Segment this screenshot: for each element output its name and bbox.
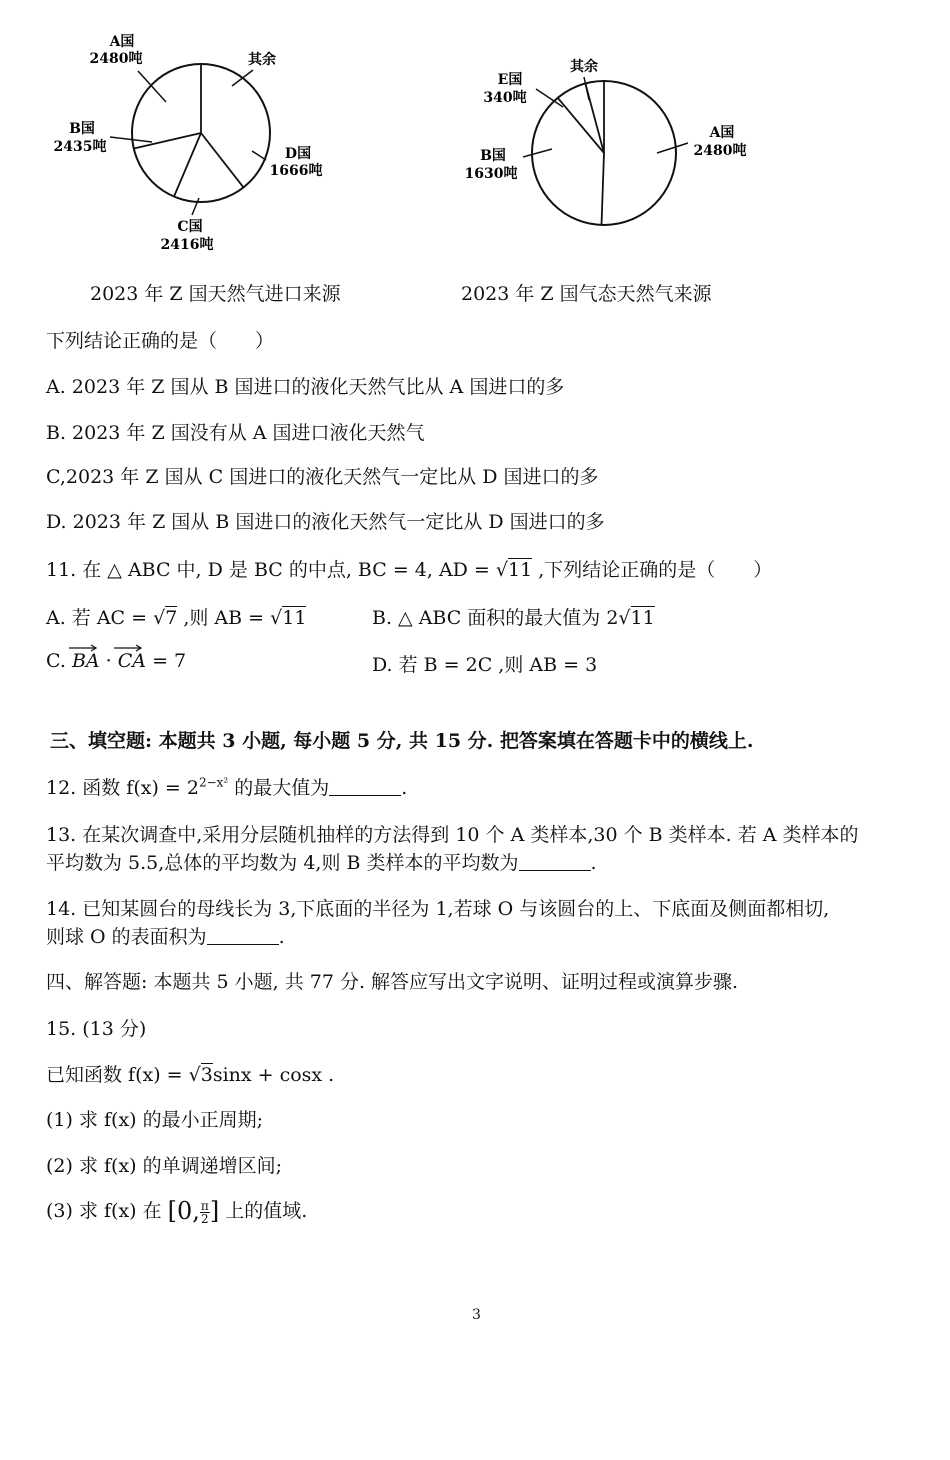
q11-b-pre: B. △ ABC 面积的最大值为 2√: [372, 607, 631, 629]
vector-arrows: [66, 644, 146, 654]
pie2-label-b-name: B国: [480, 148, 506, 164]
q11-option-a: [46, 603, 306, 630]
q11-stem-pre: 11. 在 △ ABC 中, D 是 BC 的中点, BC = 4, AD = √: [46, 559, 509, 581]
q15-p3-numerator: π: [200, 1198, 209, 1213]
q12-post: 的最大值为: [228, 777, 330, 799]
q13-answer-blank[interactable]: [519, 869, 591, 871]
pie2-label-b-value: 1630吨: [464, 166, 518, 182]
q15-stem: [46, 1060, 334, 1087]
pie2-slice-boundary-4: [602, 153, 605, 225]
pie2-label-e-value: 340吨: [483, 90, 527, 106]
q11-a-mid: ,则 AB = √: [177, 607, 283, 629]
q12-period: .: [401, 777, 408, 799]
pie1-label-rest: 其余: [248, 52, 276, 68]
pie1-caption: 2023 年 Z 国天然气进口来源: [90, 283, 341, 305]
pie1-leader-b: [110, 137, 152, 142]
pie1-leader-d: [252, 151, 266, 160]
q15-title: 15. (13 分): [46, 1018, 147, 1040]
q11-a-radicand2: 11: [282, 607, 307, 629]
q15-p3-pre: (3) 求 f(x) 在: [46, 1200, 168, 1222]
q10-prompt: 下列结论正确的是（ ）: [46, 330, 275, 352]
q15-p3-denominator: 2: [201, 1211, 209, 1226]
q14-line2: [46, 922, 285, 949]
q11-stem-radicand: 11: [508, 559, 533, 581]
pie1-label-a-value: 2480吨: [89, 51, 143, 67]
q11-option-d: D. 若 B = 2C ,则 AB = 3: [372, 654, 598, 676]
pie1-label-c-name: C国: [177, 219, 203, 235]
pie2-label-a-value: 2480吨: [693, 143, 747, 159]
q11-a-pre: A. 若 AC = √: [46, 607, 166, 629]
q11-c-dot: ·: [99, 650, 118, 672]
pie2-label-e-name: E国: [497, 72, 523, 88]
q14-line2-text: 则球 O 的表面积为: [46, 926, 207, 948]
q14-answer-blank[interactable]: [207, 943, 279, 945]
q13-line2: [46, 848, 597, 875]
pie2-leader-rest: [584, 77, 589, 100]
q11-a-radicand1: 7: [165, 607, 178, 629]
q10-option-a: A. 2023 年 Z 国从 B 国进口的液化天然气比从 A 国进口的多: [46, 376, 565, 398]
pie-chart-import-sources: [40, 30, 360, 265]
section-3-heading: 三、填空题: 本题共 3 小题, 每小题 5 分, 共 15 分. 把答案填在答题卡中的横线上.: [50, 730, 754, 752]
q15-stem-post: sinx + cosx .: [212, 1064, 335, 1086]
q10-option-d: D. 2023 年 Z 国从 B 国进口的液化天然气一定比从 D 国进口的多: [46, 511, 605, 533]
section-4-heading: 四、解答题: 本题共 5 小题, 共 77 分. 解答应写出文字说明、证明过程或演算步骤.: [46, 971, 739, 993]
pie1-label-d-name: D国: [284, 146, 312, 162]
q15-part2: (2) 求 f(x) 的单调递增区间;: [46, 1155, 283, 1177]
q15-p3-fraction: [200, 1200, 210, 1225]
q12-pre: 12. 函数 f(x) = 2: [46, 777, 199, 799]
q14-line1: 14. 已知某圆台的母线长为 3,下底面的半径为 1,若球 O 与该圆台的上、下底面及侧面都相切,: [46, 898, 830, 920]
pie-chart-gaseous-sources: [460, 45, 780, 245]
pie1-slice-boundary-4: [201, 133, 244, 187]
q15-part1: (1) 求 f(x) 的最小正周期;: [46, 1109, 264, 1131]
q15-p3-post: 上的值域.: [219, 1200, 308, 1222]
q10-option-b: B. 2023 年 Z 国没有从 A 国进口液化天然气: [46, 422, 425, 444]
q11-c-vector-ca: CA: [117, 650, 147, 672]
q11-stem-post: ,下列结论正确的是（ ）: [532, 559, 773, 581]
q15-stem-radicand: 3: [200, 1064, 213, 1086]
pie1-label-a-name: A国: [109, 34, 135, 50]
q13-line2-text: 平均数为 5.5,总体的平均数为 4,则 B 类样本的平均数为: [46, 852, 519, 874]
q11-b-radicand: 11: [630, 607, 655, 629]
q11-option-b: [372, 603, 655, 630]
pie1-label-b-value: 2435吨: [53, 139, 107, 155]
q11-c-post: = 7: [146, 650, 187, 672]
q12-answer-blank[interactable]: [329, 794, 401, 796]
pie2-label-rest: 其余: [570, 59, 598, 75]
q15-p3-interval-left: [0,: [167, 1197, 200, 1225]
q15-part3: [46, 1196, 307, 1225]
q12-exponent: 2−x²: [198, 775, 229, 790]
q11-c-label: C.: [46, 650, 72, 672]
pie2-label-a-name: A国: [709, 125, 735, 141]
q15-p3-interval-right: ]: [209, 1197, 220, 1225]
page-number: 3: [472, 1307, 481, 1323]
q13-line1: 13. 在某次调查中,采用分层随机抽样的方法得到 10 个 A 类样本,30 个 B 类样本. 若 A 类样本的: [46, 824, 859, 846]
q10-option-c: C,2023 年 Z 国从 C 国进口的液化天然气一定比从 D 国进口的多: [46, 466, 599, 488]
q12: [46, 773, 407, 800]
q11-c-vector-ba: BA: [71, 650, 100, 672]
pie1-slice-boundary-3: [174, 133, 201, 197]
pie1-label-b-name: B国: [69, 121, 95, 137]
pie2-leader-a: [657, 143, 688, 153]
pie1-label-c-value: 2416吨: [160, 237, 214, 253]
pie2-caption: 2023 年 Z 国气态天然气来源: [461, 283, 712, 305]
pie1-label-d-value: 1666吨: [269, 163, 323, 179]
q15-stem-pre: 已知函数 f(x) = √: [46, 1064, 201, 1086]
q14-period: .: [278, 926, 285, 948]
q11-stem: [46, 555, 772, 582]
q13-period: .: [590, 852, 597, 874]
pie2-leader-b: [523, 149, 552, 157]
